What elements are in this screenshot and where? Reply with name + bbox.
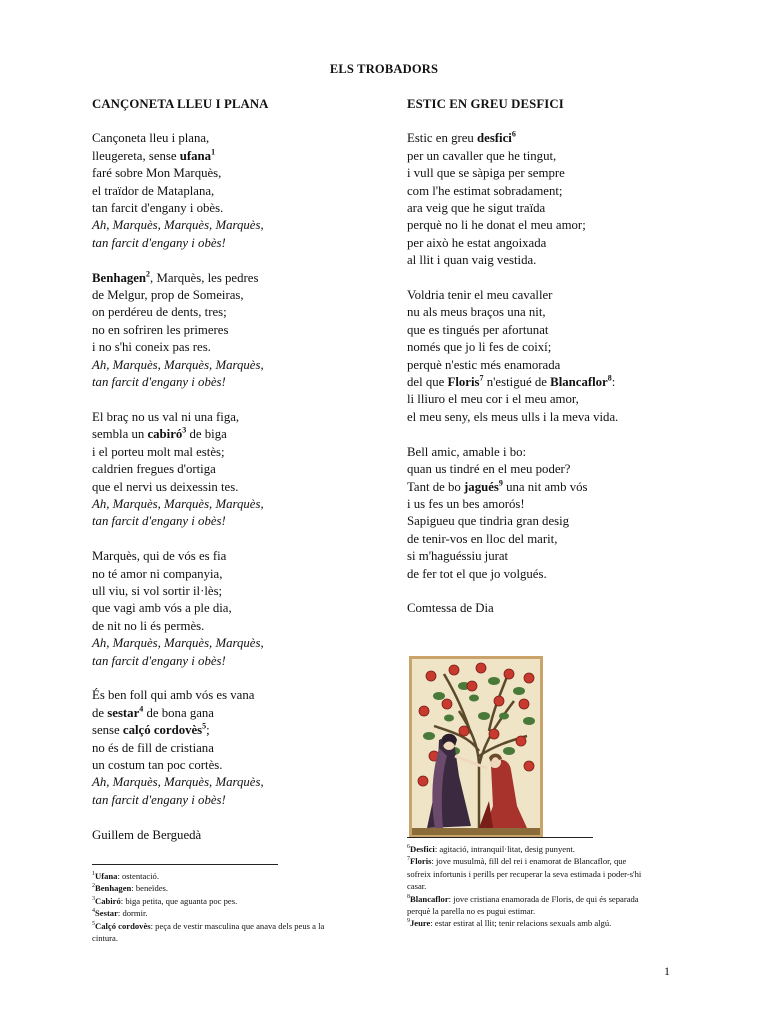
poem-line — [92, 409, 392, 426]
stanza — [92, 548, 392, 670]
footnote — [92, 895, 392, 907]
refrain-line: tan farcit d'engany i obès! — [92, 235, 226, 250]
poem-line — [407, 496, 707, 513]
poem-line — [92, 287, 392, 304]
line-text: el traïdor de Mataplana, — [92, 183, 215, 198]
line-text: del que — [407, 375, 448, 390]
line-text: que es tingués per afortunat — [407, 322, 549, 337]
footnote-text: : jove musulmà, fill del rei i enamorat de Blancaflor, que — [431, 856, 627, 867]
footnote-term: Cabiró — [95, 895, 121, 906]
footnote — [92, 870, 392, 882]
stanza — [92, 270, 392, 392]
poem-line — [92, 687, 392, 704]
poem-line — [407, 183, 707, 200]
line-text: caldrien fregues d'ortiga — [92, 462, 216, 477]
line-text: sense — [92, 723, 123, 738]
line-text: : — [611, 375, 616, 390]
glossed-term: Benhagen — [92, 270, 147, 285]
line-text: tan farcit d'engany i obès. — [92, 201, 224, 216]
poem-line — [407, 235, 707, 252]
footnote-term: Ufana — [95, 871, 118, 881]
poem-line — [407, 148, 707, 165]
footnote — [92, 920, 392, 932]
footnote-number: 2 — [92, 883, 95, 890]
poem-line — [92, 270, 392, 287]
poem-line — [407, 200, 707, 217]
line-text: només que jo li fes de coixí; — [407, 340, 552, 355]
footnote-term: Floris — [410, 856, 432, 867]
footnote-text: cintura. — [92, 933, 119, 944]
refrain-line: Ah, Marquès, Marquès, Marquès, — [92, 775, 264, 790]
footnote-term: Jeure — [410, 918, 431, 929]
glossed-term: Blancaflor — [550, 375, 608, 390]
footnote-marker: 7 — [479, 373, 484, 383]
poem-line — [407, 130, 707, 147]
poem-line — [92, 548, 392, 565]
footnote — [407, 880, 707, 892]
page-number: 1 — [664, 964, 670, 978]
line-text: , Marquès, les pedres — [150, 270, 259, 285]
line-text: ara veig que he sigut traïda — [407, 201, 546, 216]
line-text: sembla un — [92, 427, 148, 442]
footnote-number: 3 — [92, 895, 95, 902]
line-text: que el nervi us deixessin tes. — [92, 479, 239, 494]
glossed-term: jagués — [464, 479, 499, 494]
line-text: Sapigueu que tindria gran desig — [407, 514, 570, 529]
line-text: És ben foll qui amb vós es vana — [92, 688, 255, 703]
poem-line — [92, 165, 392, 182]
poem-line — [92, 566, 392, 583]
line-text: Voldria tenir el meu cavaller — [407, 288, 553, 303]
page-title: ELS TROBADORS — [329, 62, 439, 76]
miniature-illustration — [409, 656, 543, 838]
poem-line — [407, 513, 707, 530]
footnote-term: Sestar — [95, 908, 118, 919]
line-text: nu als meus braços una nit, — [407, 305, 546, 320]
footnote-text: : agitació, intranquil·litat, desig punyent. — [434, 844, 575, 854]
poem-line — [92, 600, 392, 617]
line-text: el meu seny, els meus ulls i la meva vida. — [407, 409, 619, 424]
poem-line — [407, 444, 707, 461]
refrain-line: Ah, Marquès, Marquès, Marquès, — [92, 218, 264, 233]
poem-line — [92, 461, 392, 478]
footnote-marker: 4 — [139, 704, 144, 714]
refrain-line: tan farcit d'engany i obès! — [92, 792, 226, 807]
line-text: Estic en greu — [407, 131, 478, 146]
footnote-rule-right — [407, 837, 593, 838]
footnote-marker: 3 — [182, 426, 187, 436]
footnote-number: 6 — [407, 844, 410, 851]
footnote-term: Calçó cordovès — [95, 920, 151, 931]
footnote-text: casar. — [407, 881, 427, 892]
poem-line — [92, 705, 392, 722]
line-text: faré sobre Mon Marquès, — [92, 166, 222, 181]
poem-line — [92, 426, 392, 443]
line-text: on perdéreu de dents, tres; — [92, 305, 227, 320]
footnote-text: : jove cristiana enamorada de Floris, de qui és separada — [448, 893, 639, 904]
poem-line — [407, 252, 707, 269]
poem-line — [407, 479, 707, 496]
line-text: de nit no li és permès. — [92, 618, 205, 633]
poem-line — [92, 479, 392, 496]
line-text: de bona gana — [143, 705, 214, 720]
glossed-term: calçó cordovès — [122, 723, 203, 738]
footnote — [407, 868, 707, 880]
footnote-marker: 8 — [607, 373, 612, 383]
refrain-line: Ah, Marquès, Marquès, Marquès, — [92, 636, 264, 651]
refrain-line: tan farcit d'engany i obès! — [92, 653, 226, 668]
poem-line — [407, 391, 707, 408]
footnote-marker: 5 — [202, 721, 207, 731]
footnote — [407, 917, 707, 929]
line-text: Tant de bo — [407, 479, 465, 494]
line-text: per això he estat angoixada — [407, 235, 547, 250]
poem-line — [407, 217, 707, 234]
line-text: de fer tot el que jo volgués. — [407, 566, 547, 581]
line-text: no és de fill de cristiana — [92, 740, 214, 755]
line-text: no en sofriren les primeres — [92, 322, 229, 337]
footnote-number: 5 — [92, 920, 95, 927]
glossed-term: Floris — [447, 375, 480, 390]
footnote-text: : ostentació. — [117, 871, 159, 881]
footnote-marker: 1 — [211, 147, 216, 157]
footnote-text: : estar estirat al llit; tenir relacions sexuals amb algú. — [430, 918, 612, 929]
poem-title-left: CANÇONETA LLEU I PLANA — [92, 97, 269, 111]
stanza — [407, 287, 707, 426]
poem-line — [407, 374, 707, 391]
footnote — [407, 905, 707, 917]
line-text: li lliuro el meu cor i el meu amor, — [407, 392, 579, 407]
footnote-text: : dormir. — [117, 908, 148, 919]
poem-line — [407, 357, 707, 374]
stanza — [92, 130, 392, 252]
glossed-term: sestar — [107, 705, 140, 720]
poem-line — [407, 566, 707, 583]
poem-line — [407, 531, 707, 548]
footnotes-right — [407, 843, 707, 930]
poem-line — [407, 461, 707, 478]
poem-line — [92, 757, 392, 774]
footnote-text: sofreix infortunis i perills per recuperar la seva estimada i poder-s'hi — [407, 868, 642, 879]
poem-line — [92, 618, 392, 635]
footnote-marker: 9 — [498, 478, 503, 488]
poem-line — [92, 722, 392, 739]
line-text: n'estigué de — [483, 375, 551, 390]
poem-line — [92, 148, 392, 165]
poem-line — [407, 322, 707, 339]
author-right: Comtessa de Dia — [407, 601, 494, 616]
glossed-term: desfici — [477, 131, 512, 146]
poem-line — [407, 165, 707, 182]
footnote-text: perquè la parella no es pugui estimar. — [407, 906, 536, 917]
line-text: de biga — [186, 427, 227, 442]
stanza — [407, 130, 707, 269]
footnote-number: 1 — [92, 871, 95, 878]
glossed-term: cabiró — [147, 427, 183, 442]
right-poem-body — [407, 130, 707, 583]
stanza — [92, 409, 392, 531]
line-text: com l'he estimat sobradament; — [407, 183, 563, 198]
poem-line — [407, 287, 707, 304]
poem-line — [92, 740, 392, 757]
line-text: i us fes un bes amorós! — [407, 496, 525, 511]
poem-line — [407, 409, 707, 426]
line-text: de tenir-vos en lloc del marit, — [407, 531, 558, 546]
line-text: una nit amb vós — [502, 479, 588, 494]
poem-line — [407, 304, 707, 321]
line-text: i vull que se sàpiga per sempre — [407, 166, 565, 181]
line-text: Cançoneta lleu i plana, — [92, 131, 210, 146]
poem-line — [92, 130, 392, 147]
line-text: lleugereta, sense — [92, 148, 180, 163]
line-text: al llit i quan vaig vestida. — [407, 253, 537, 268]
poem-title-right: ESTIC EN GREU DESFICI — [407, 97, 564, 111]
line-text: que vagi amb vós a ple dia, — [92, 601, 232, 616]
footnote-rule-left — [92, 864, 278, 865]
line-text: El braç no us val ni una figa, — [92, 409, 240, 424]
line-text: Marquès, qui de vós es fia — [92, 549, 227, 564]
line-text: i no s'hi coneix pas res. — [92, 340, 211, 355]
poem-line — [92, 304, 392, 321]
line-text: ; — [206, 723, 210, 738]
stanza — [92, 687, 392, 809]
author-left: Guillem de Berguedà — [92, 827, 202, 842]
refrain-line: tan farcit d'engany i obès! — [92, 375, 226, 390]
poem-line — [92, 322, 392, 339]
footnote-text: : beneïdes. — [131, 883, 169, 894]
footnote — [407, 843, 707, 855]
line-text: no té amor ni companyia, — [92, 566, 223, 581]
glossed-term: ufana — [179, 148, 212, 163]
footnote — [92, 907, 392, 919]
poem-line — [92, 339, 392, 356]
line-text: Bell amic, amable i bo: — [407, 444, 527, 459]
footnote-number: 9 — [407, 918, 410, 925]
poem-line — [407, 548, 707, 565]
footnotes-left — [92, 870, 392, 944]
poem-line — [92, 444, 392, 461]
line-text: de — [92, 705, 108, 720]
poem-line — [92, 583, 392, 600]
left-column — [92, 96, 392, 844]
stanza — [407, 444, 707, 583]
right-column — [407, 96, 707, 618]
line-text: un costum tan poc cortès. — [92, 757, 223, 772]
line-text: perquè n'estic més enamorada — [407, 357, 561, 372]
footnote-number: 8 — [407, 893, 410, 900]
left-poem-body — [92, 130, 392, 809]
footnote-term: Desfici — [410, 844, 435, 854]
footnote-number: 4 — [92, 908, 95, 915]
footnote-text: : biga petita, que aguanta poc pes. — [120, 895, 238, 906]
poem-line — [92, 200, 392, 217]
poem-line — [92, 183, 392, 200]
footnote-term: Blancaflor — [410, 893, 449, 904]
refrain-line: Ah, Marquès, Marquès, Marquès, — [92, 496, 264, 511]
refrain-line: Ah, Marquès, Marquès, Marquès, — [92, 357, 264, 372]
line-text: per un cavaller que he tingut, — [407, 148, 557, 163]
line-text: ull viu, si vol sortir il·lès; — [92, 583, 223, 598]
footnote — [407, 893, 707, 905]
footnote-term: Benhagen — [95, 883, 132, 894]
footnote — [92, 882, 392, 894]
footnote-number: 7 — [407, 856, 410, 863]
footnote-marker: 6 — [511, 130, 516, 140]
footnote — [407, 855, 707, 867]
footnote-text: : peça de vestir masculina que anava dels peus a la — [150, 920, 325, 931]
line-text: perquè no li he donat el meu amor; — [407, 218, 586, 233]
line-text: de Melgur, prop de Someiras, — [92, 288, 244, 303]
line-text: si m'haguéssiu jurat — [407, 549, 509, 564]
poem-line — [407, 339, 707, 356]
refrain-line: tan farcit d'engany i obès! — [92, 514, 226, 529]
line-text: i el porteu molt mal estès; — [92, 444, 225, 459]
footnote — [92, 932, 392, 944]
footnote-marker: 2 — [146, 269, 151, 279]
line-text: quan us tindré en el meu poder? — [407, 462, 571, 477]
